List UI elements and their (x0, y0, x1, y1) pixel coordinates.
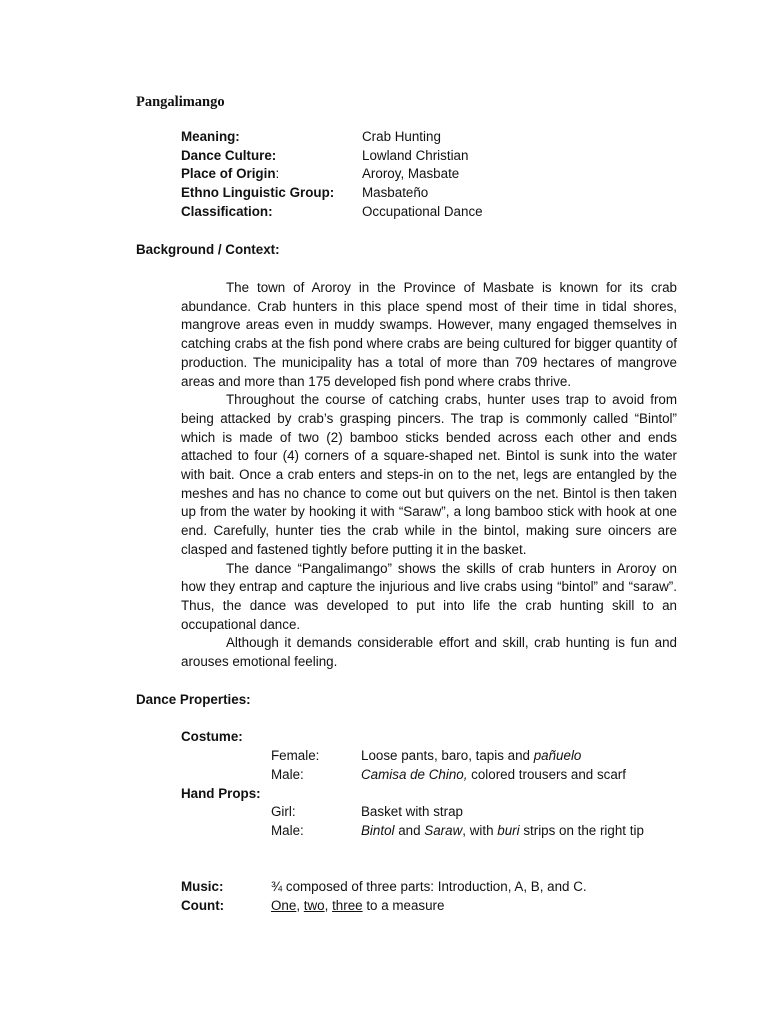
background-paragraph: Throughout the course of catching crabs, hunter uses trap to avoid from being attacked by crab’s grasping pincers. The trap is commonly called “Bintol” which is made of two (2) bamboo sticks bended across each other and ends attached to four (4) corners of a square-shaped net. Bintol is sunk into the water with bait. Once a crab enters and steps-in on to the net, legs are entangled by the meshes and has no chance to come out but quivers on the net. Bintol is then taken up from the water by hooking it with “Saraw”, a long bamboo stick with hook at one end. Carefully, hunter ties the crab while in the bintol, making sure oincers are clasped and fastened tightly before putting it in the basket. (181, 392, 677, 557)
background-body (181, 279, 677, 672)
info-value: Lowland Christian (362, 147, 469, 163)
costume-female-label: Female: (271, 748, 320, 763)
hand-props-male-text: , with (462, 823, 498, 838)
hand-props-male-label: Male: (271, 823, 304, 838)
count-separator: , (296, 898, 304, 913)
music-value: ¾ composed of three parts: Introduction, A, B, and C. (271, 879, 587, 894)
hand-props-male-italic: Bintol (361, 823, 395, 838)
count-three: three (332, 898, 363, 913)
costume-male-value (361, 766, 626, 785)
costume-female-text: Loose pants, baro, tapis and (361, 748, 534, 763)
info-value: Crab Hunting (362, 129, 441, 144)
info-label-text: Place of Origin (181, 166, 276, 182)
info-label-colon: : (275, 166, 280, 182)
hand-props-male-text: and (394, 823, 425, 838)
costume-female-value (361, 747, 581, 766)
hand-props-male-italic: Saraw (424, 823, 463, 838)
info-label (181, 165, 362, 184)
background-heading: Background / Context: (136, 242, 280, 257)
info-row-ethno-linguistic-group (181, 184, 483, 203)
count-separator: , (324, 898, 333, 913)
background-paragraph: The town of Aroroy in the Province of Masbate is known for its crab abundance. Crab hunters in this place spend most of their time in tidal shores, mangrove areas even in muddy swamps. However, many engaged themselves in catching crabs at the fish pond where crabs are being cultured for bigger quantity of production. The municipality has a total of more than 709 hectares of mangrove areas and more than 175 developed fish pond where crabs thrive. (181, 280, 677, 389)
count-rest: to a measure (362, 898, 445, 913)
page-title: Pangalimango (136, 94, 225, 110)
info-row-dance-culture (181, 147, 483, 166)
count-label: Count: (181, 898, 225, 913)
count-one: One (271, 898, 297, 913)
count-two: two (303, 898, 325, 913)
info-label: Dance Culture: (181, 147, 277, 163)
hand-props-male-italic: buri (497, 823, 520, 838)
info-row-place-of-origin (181, 165, 483, 184)
music-label: Music: (181, 879, 224, 894)
info-label: Ethno Linguistic Group: (181, 185, 335, 201)
info-value: Masbateño (362, 185, 429, 201)
costume-label: Costume: (181, 729, 243, 744)
info-value: Occupational Dance (362, 203, 483, 219)
hand-props-label: Hand Props: (181, 786, 261, 801)
hand-props-male-text: strips on the right tip (519, 823, 644, 838)
costume-female-italic: pañuelo (533, 748, 582, 763)
background-paragraph: The dance “Pangalimango” shows the skills of crab hunters in Aroroy on how they entrap and capture the injurious and live crabs using “bintol” and “saraw”. Thus, the dance was developed to put into life the crab hunting skill to an occupational dance. (181, 560, 677, 632)
count-value (271, 897, 444, 916)
hand-props-male-value (361, 822, 644, 841)
dance-info-table (181, 128, 483, 221)
hand-props-girl-value: Basket with strap (361, 804, 463, 819)
info-row-classification (181, 203, 483, 222)
info-label: Classification: (181, 203, 273, 219)
info-label: Meaning: (181, 129, 240, 144)
background-paragraph: Although it demands considerable effort and skill, crab hunting is fun and arouses emotional feeling. (181, 635, 677, 670)
hand-props-girl-label: Girl: (271, 804, 296, 819)
costume-male-label: Male: (271, 767, 304, 782)
costume-male-italic: Camisa de Chino, (361, 767, 468, 782)
info-row-meaning (181, 128, 483, 147)
costume-male-text: colored trousers and scarf (467, 767, 626, 782)
dance-properties-heading: Dance Properties: (136, 692, 251, 707)
info-value: Aroroy, Masbate (362, 166, 460, 182)
